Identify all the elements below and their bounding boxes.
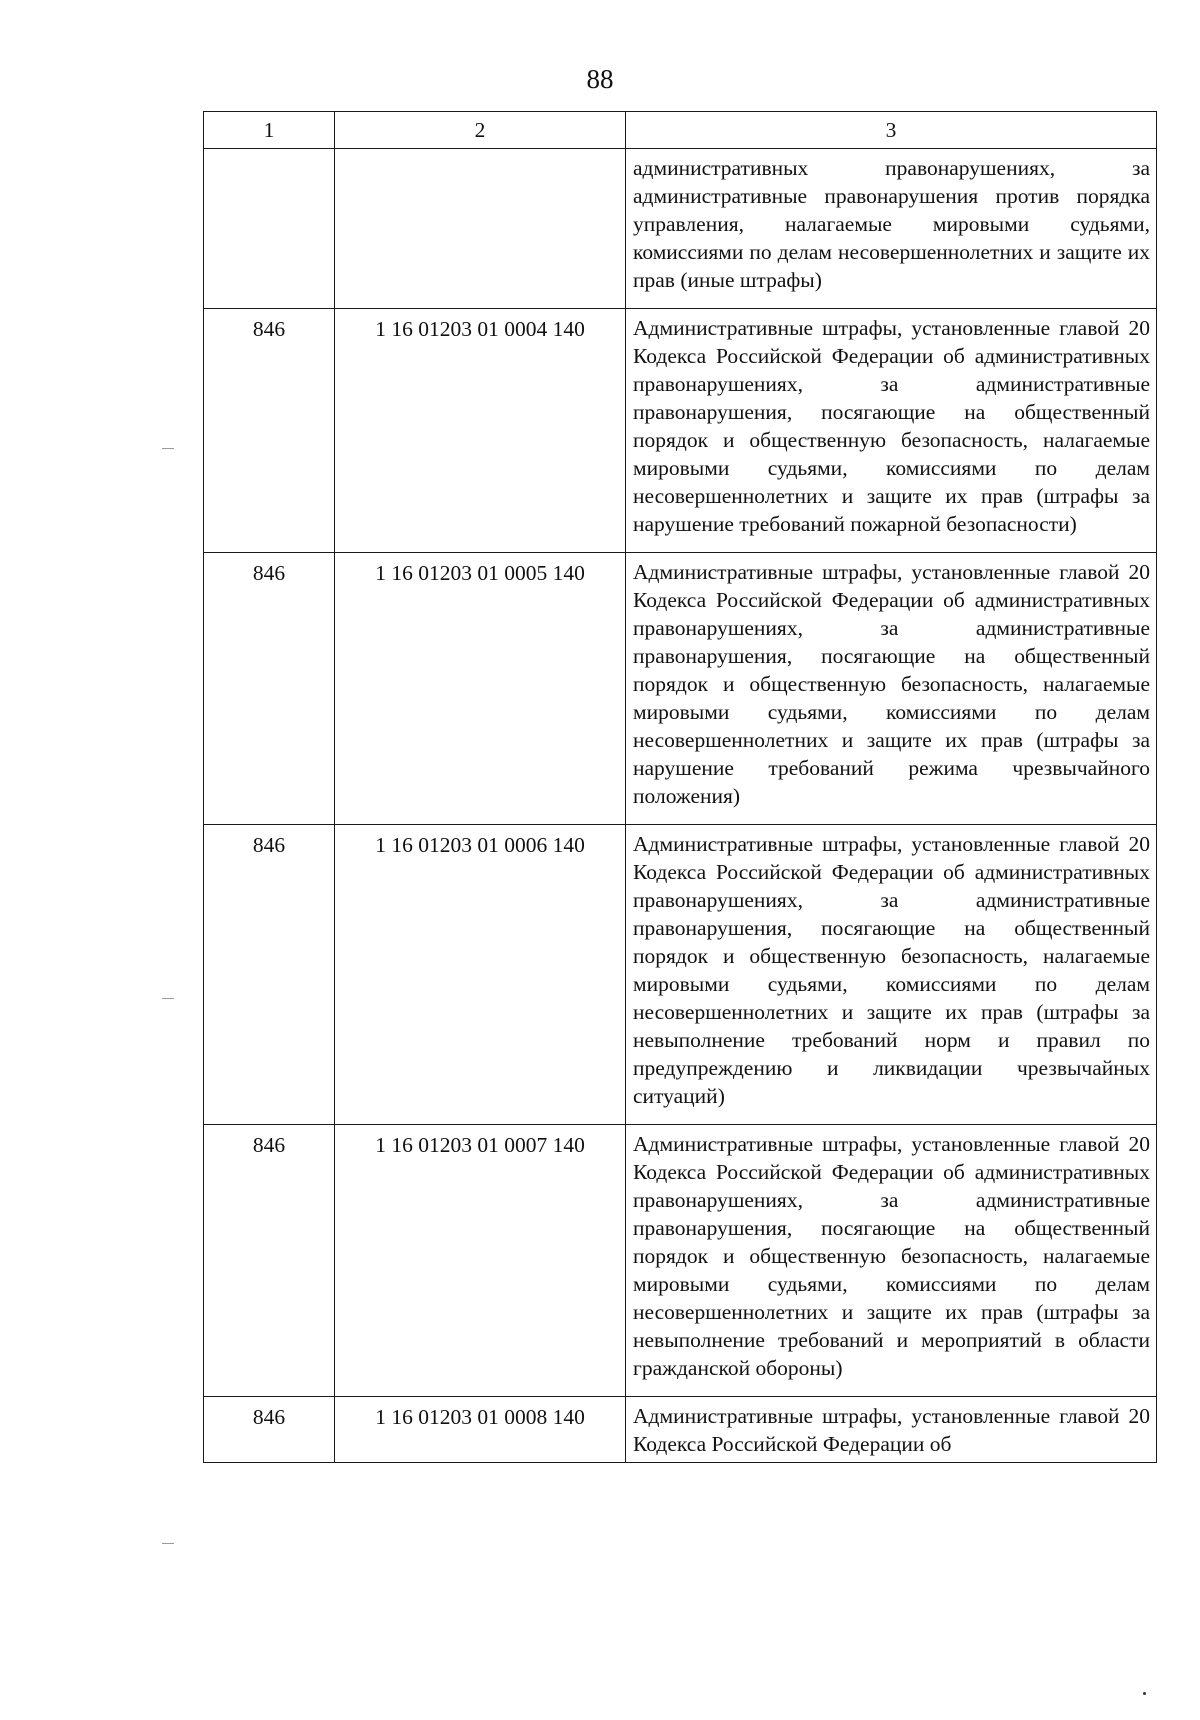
admin-code-cell: 846	[204, 553, 335, 825]
column-header-2: 2	[335, 112, 626, 149]
description-cell	[626, 1125, 1157, 1397]
description-text: Административные штрафы, установленные главой 20 Кодекса Российской Федерации об административных правонарушениях, за административные правонарушения, посягающие на общественный порядок и общественную безопасность, налагаемые мировыми судьями, комиссиями по делам несовершеннолетних и защите их прав (штрафы за невыполнение требований и мероприятий в области гражданской обороны)	[633, 1132, 1150, 1380]
scan-artifact	[162, 448, 174, 449]
revenue-code-cell: 1 16 01203 01 0004 140	[335, 309, 626, 553]
admin-code-cell: 846	[204, 1125, 335, 1397]
admin-code-cell	[204, 149, 335, 309]
admin-code-cell: 846	[204, 309, 335, 553]
scan-artifact	[162, 998, 174, 999]
description-cell	[626, 1397, 1157, 1463]
revenue-codes-table	[203, 111, 1157, 1463]
table-row	[204, 309, 1157, 553]
table-row	[204, 1125, 1157, 1397]
description-text: Административные штрафы, установленные главой 20 Кодекса Российской Федерации об	[633, 1404, 1150, 1456]
page-number: 88	[586, 64, 614, 94]
description-cell	[626, 825, 1157, 1125]
description-cell	[626, 553, 1157, 825]
description-cell	[626, 309, 1157, 553]
description-text: административных правонарушениях, за административные правонарушения против порядка управления, налагаемые мировыми судьями, комиссиями по делам несовершеннолетних и защите их прав (иные штрафы)	[633, 156, 1150, 292]
description-cell	[626, 149, 1157, 309]
admin-code-cell: 846	[204, 825, 335, 1125]
description-text: Административные штрафы, установленные главой 20 Кодекса Российской Федерации об административных правонарушениях, за административные правонарушения, посягающие на общественный порядок и общественную безопасность, налагаемые мировыми судьями, комиссиями по делам несовершеннолетних и защите их прав (штрафы за нарушение требований режима чрезвычайного положения)	[633, 560, 1150, 808]
table-row	[204, 553, 1157, 825]
description-text: Административные штрафы, установленные главой 20 Кодекса Российской Федерации об административных правонарушениях, за административные правонарушения, посягающие на общественный порядок и общественную безопасность, налагаемые мировыми судьями, комиссиями по делам несовершеннолетних и защите их прав (штрафы за невыполнение требований норм и правил по предупреждению и ликвидации чрезвычайных ситуаций)	[633, 832, 1150, 1108]
scan-artifact	[162, 1543, 174, 1544]
admin-code-cell: 846	[204, 1397, 335, 1463]
revenue-code-cell: 1 16 01203 01 0008 140	[335, 1397, 626, 1463]
revenue-code-cell: 1 16 01203 01 0006 140	[335, 825, 626, 1125]
column-header-1: 1	[204, 112, 335, 149]
revenue-code-cell: 1 16 01203 01 0005 140	[335, 553, 626, 825]
column-header-3: 3	[626, 112, 1157, 149]
scan-artifact	[1143, 1692, 1146, 1695]
description-text: Административные штрафы, установленные главой 20 Кодекса Российской Федерации об административных правонарушениях, за административные правонарушения, посягающие на общественный порядок и общественную безопасность, налагаемые мировыми судьями, комиссиями по делам несовершеннолетних и защите их прав (штрафы за нарушение требований пожарной безопасности)	[633, 316, 1150, 536]
table-row	[204, 825, 1157, 1125]
table-row	[204, 149, 1157, 309]
table-row	[204, 1397, 1157, 1463]
table-header-row	[204, 112, 1157, 149]
revenue-code-cell	[335, 149, 626, 309]
revenue-code-cell: 1 16 01203 01 0007 140	[335, 1125, 626, 1397]
